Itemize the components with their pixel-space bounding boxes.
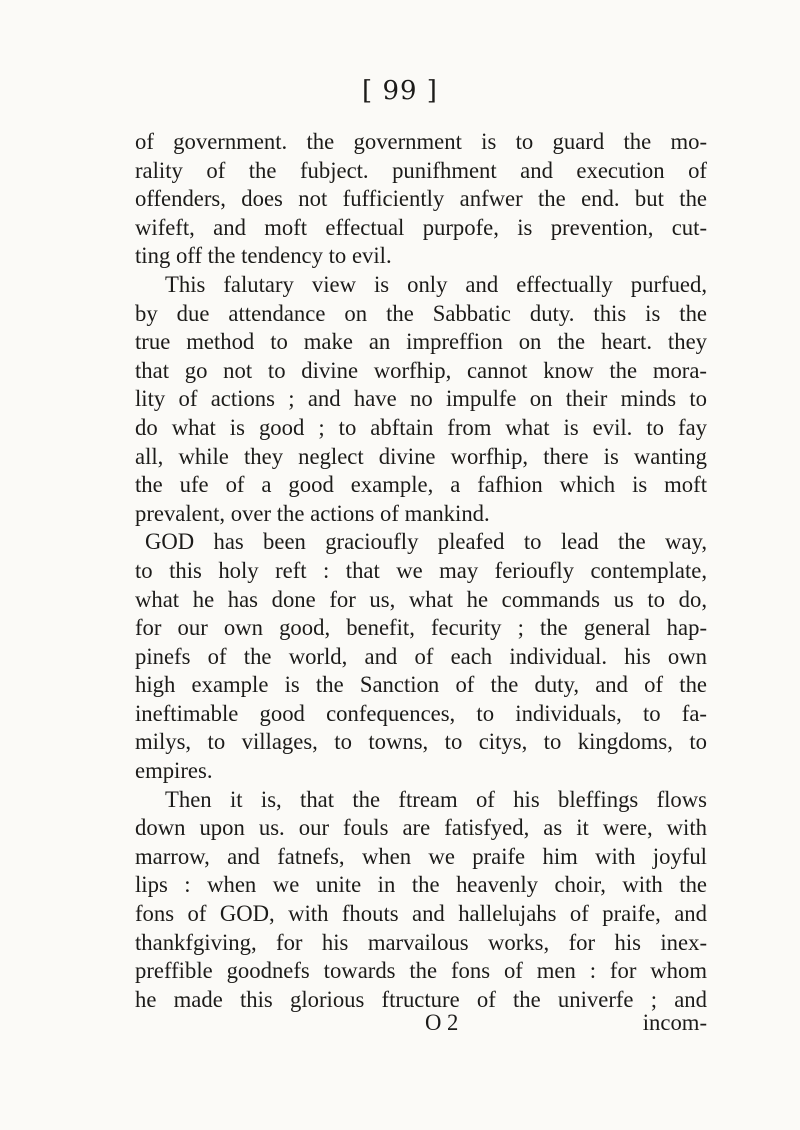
text-line: milys, to villages, to towns, to citys, to kingdoms, to — [135, 729, 707, 755]
text-line: preffible goodnefs towards the fons of men : for whom — [135, 958, 707, 984]
text-line: what he has done for us, what he commands us to do, — [135, 586, 707, 612]
text-line: lips : when we unite in the heavenly choir, with the — [135, 872, 707, 898]
text-line: lity of actions ; and have no impulfe on their minds to — [135, 386, 707, 412]
text-line: This falutary view is only and effectually purfued, — [165, 271, 707, 297]
text-line: all, while they neglect divine worfhip, there is wanting — [135, 443, 707, 469]
page-number: [ 99 ] — [362, 76, 438, 106]
text-line: ineftimable good confequences, to individuals, to fa- — [135, 700, 707, 726]
signature-mark: O 2 — [425, 1010, 459, 1035]
text-line: true method to make an impreffion on the heart. they — [135, 329, 707, 355]
page-footer — [135, 1010, 707, 1040]
text-line: high example is the Sanction of the duty, and of the — [135, 672, 707, 698]
text-line: thankfgiving, for his marvailous works, for his inex- — [135, 929, 707, 955]
text-line: ting off the tendency to evil. — [135, 243, 392, 269]
body-text — [135, 128, 707, 1014]
text-line: down upon us. our fouls are fatisfyed, as it were, with — [135, 815, 707, 841]
text-line: do what is good ; to abftain from what is evil. to fay — [135, 414, 707, 440]
text-line: Then it is, that the ftream of his bleffings flows — [165, 786, 707, 812]
text-line: marrow, and fatnefs, when we praife him with joyful — [135, 843, 707, 869]
text-line: to this holy reft : that we may ferioufly contemplate, — [135, 557, 707, 583]
text-line: prevalent, over the actions of mankind. — [135, 500, 490, 526]
text-line: that go not to divine worfhip, cannot know the mora- — [135, 357, 707, 383]
text-line: fons of GOD, with fhouts and hallelujahs of praife, and — [135, 901, 707, 927]
text-line: for our own good, benefit, fecurity ; the general hap- — [135, 615, 707, 641]
text-line: by due attendance on the Sabbatic duty. this is the — [135, 300, 707, 326]
text-line: empires. — [135, 758, 213, 784]
text-line: offenders, does not fufficiently anfwer the end. but the — [135, 186, 707, 212]
text-line: wifeft, and moft effectual purpofe, is prevention, cut- — [135, 214, 707, 240]
catchword: incom- — [642, 1010, 707, 1035]
text-line: rality of the fubject. punifhment and execution of — [135, 157, 707, 183]
text-line: of government. the government is to guard the mo- — [135, 129, 707, 154]
text-line: pinefs of the world, and of each individual. his own — [135, 643, 707, 669]
text-line: he made this glorious ftructure of the univerfe ; and — [135, 986, 707, 1012]
text-line: the ufe of a good example, a fafhion which is moft — [135, 472, 707, 498]
text-line: GOD has been gracioufly pleafed to lead the way, — [145, 529, 707, 555]
